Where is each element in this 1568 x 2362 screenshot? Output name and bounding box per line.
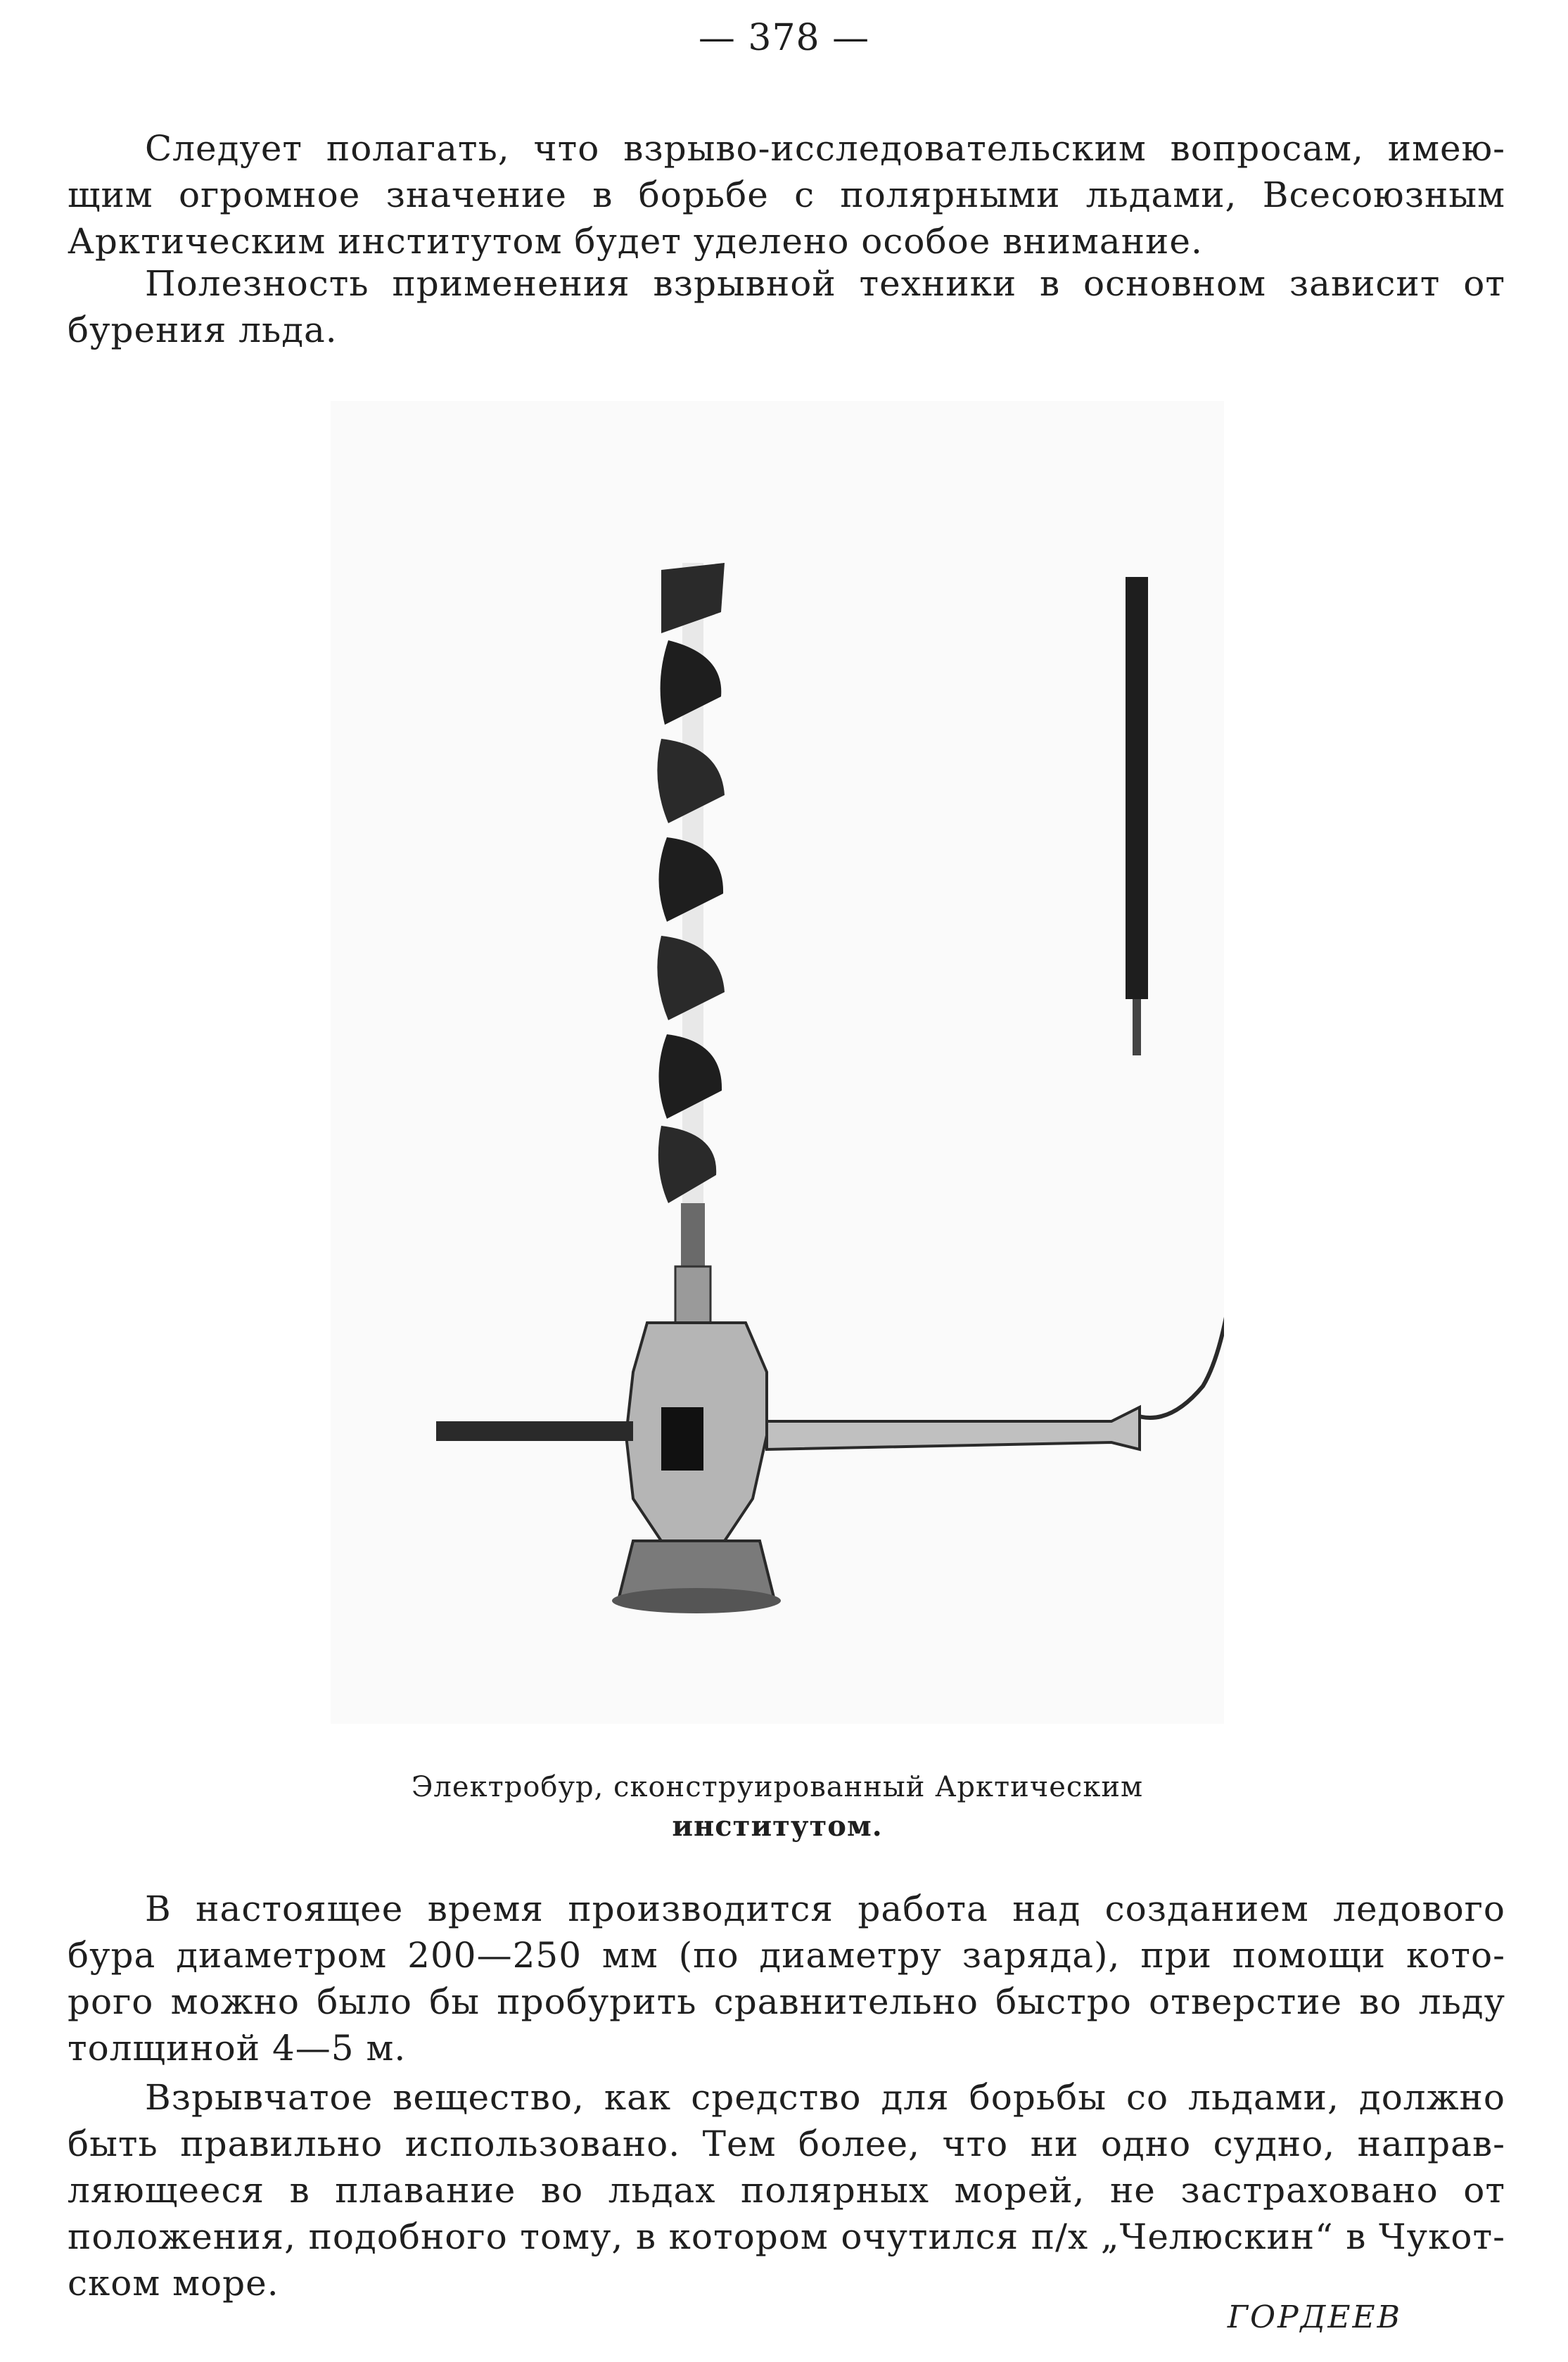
- paragraph-line: В настоящее время производится работа над созданием ледового: [145, 1888, 1505, 1929]
- paragraph-4: [68, 2074, 1505, 2306]
- paragraph-line: Полезность применения взрывной техники в основном зависит от: [145, 263, 1505, 304]
- figure-caption: [331, 1767, 1224, 1846]
- spare-rod-icon: [1126, 577, 1148, 1055]
- paragraph-line: щим огромное значение в борьбе с полярными льдами, Всесоюзным: [68, 174, 1505, 215]
- paragraph-3: [68, 1886, 1505, 2071]
- page-number: — 378 —: [698, 17, 870, 59]
- paragraph-1: [68, 125, 1505, 265]
- paragraph-line: бура диаметром 200—250 мм (по диаметру заряда), при помощи кото-: [68, 1935, 1505, 1976]
- paragraph-line: толщиной 4—5 м.: [68, 2028, 407, 2069]
- paragraph-line: бурения льда.: [68, 310, 338, 350]
- paragraph-line: рого можно было бы пробурить сравнительно быстро отверстие во льду: [68, 1981, 1505, 2022]
- paragraph-line: ляющееся в плавание во льдах полярных морей, не застраховано от: [68, 2170, 1505, 2211]
- paragraph-line: положения, подобного тому, в котором очутился п/х „Челюскин“ в Чукот-: [68, 2216, 1505, 2257]
- paragraph-line: быть правильно использовано. Тем более, что ни одно судно, направ-: [68, 2123, 1505, 2164]
- author-signature: ГОРДЕЕВ: [1227, 2299, 1402, 2335]
- caption-line-1: Электробур, сконструированный Арктическим: [411, 1771, 1144, 1803]
- paragraph-2: [68, 260, 1505, 353]
- paragraph-line: Арктическим институтом будет уделено особое внимание.: [68, 221, 1203, 262]
- paragraph-line: Взрывчатое вещество, как средство для борьбы со льдами, должно: [145, 2077, 1505, 2118]
- paragraph-line: ском море.: [68, 2263, 279, 2304]
- caption-line-2: институтом.: [672, 1810, 883, 1843]
- drill-motor-icon: [436, 1323, 1140, 1613]
- paragraph-line: Следует полагать, что взрыво-исследовательским вопросам, имею-: [145, 128, 1505, 169]
- electric-drill-photo: [331, 401, 1224, 1724]
